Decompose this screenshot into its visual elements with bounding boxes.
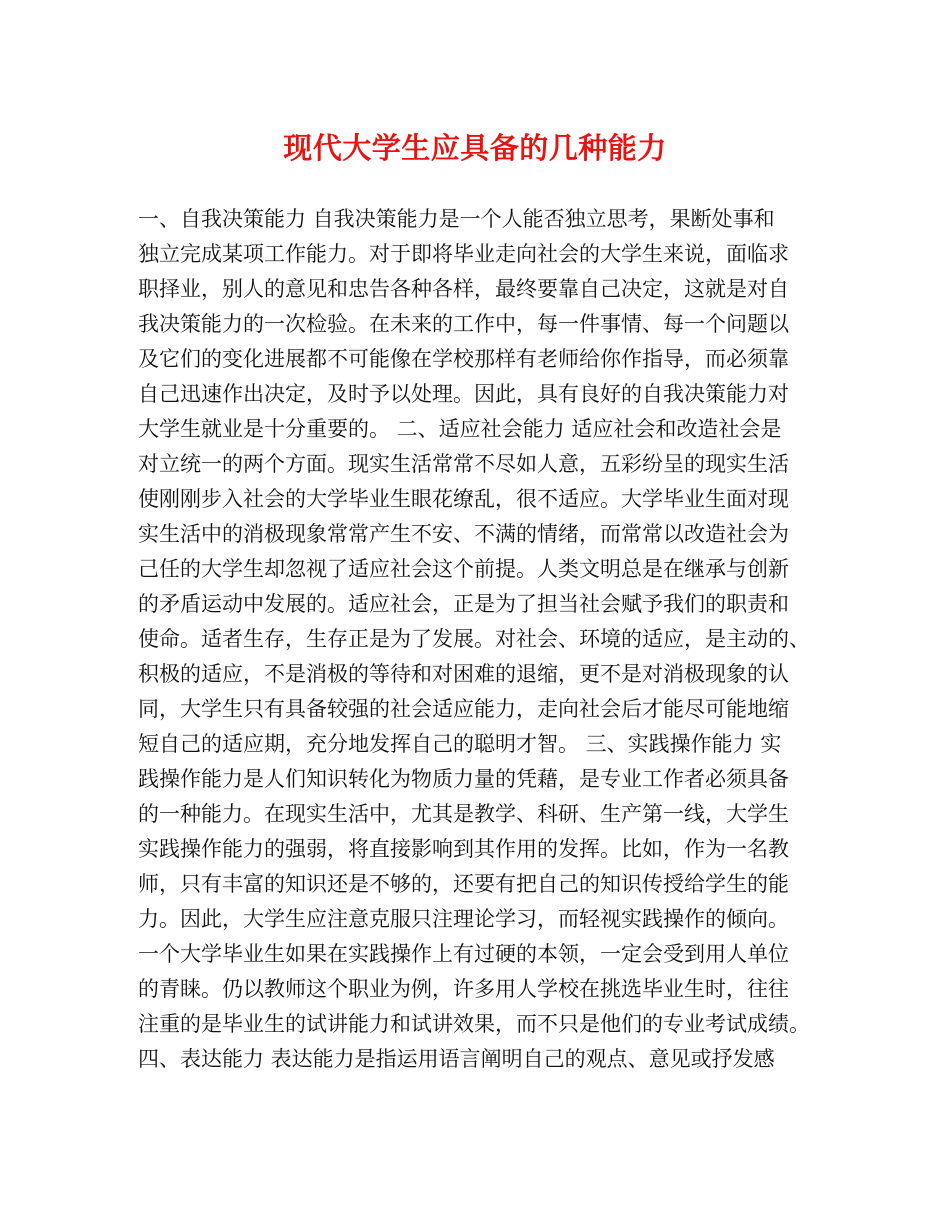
body-line: 及它们的变化进展都不可能像在学校那样有老师给你作指导，而必须靠 bbox=[138, 347, 789, 371]
body-line: 使刚刚步入社会的大学毕业生眼花缭乱，很不适应。大学毕业生面对现 bbox=[138, 487, 789, 511]
body-line: 大学生就业是十分重要的。 二、适应社会能力 适应社会和改造社会是 bbox=[138, 417, 782, 441]
body-line: 己任的大学生却忽视了适应社会这个前提。人类文明总是在继承与创新 bbox=[138, 557, 789, 581]
body-line: 职择业，别人的意见和忠告各种各样，最终要靠自己决定，这就是对自 bbox=[138, 277, 789, 301]
body-line: 自己迅速作出决定，及时予以处理。因此，具有良好的自我决策能力对 bbox=[138, 382, 789, 406]
body-line: 一、自我决策能力 自我决策能力是一个人能否独立思考，果断处事和 bbox=[138, 207, 775, 231]
body-line: 对立统一的两个方面。现实生活常常不尽如人意，五彩纷呈的现实生活 bbox=[138, 452, 789, 476]
body-line: 独立完成某项工作能力。对于即将毕业走向社会的大学生来说，面临求 bbox=[138, 242, 789, 266]
body-line: 的青睐。仍以教师这个职业为例，许多用人学校在挑选毕业生时，往往 bbox=[138, 977, 789, 1001]
body-line: 注重的是毕业生的试讲能力和试讲效果，而不只是他们的专业考试成绩。 bbox=[138, 1012, 810, 1036]
document-title: 现代大学生应具备的几种能力 bbox=[283, 131, 667, 165]
document-body bbox=[138, 202, 828, 1077]
body-line: 使命。适者生存，生存正是为了发展。对社会、环境的适应，是主动的、 bbox=[138, 627, 810, 651]
body-line: 实生活中的消极现象常常产生不安、不满的情绪，而常常以改造社会为 bbox=[138, 522, 789, 546]
body-line: 同，大学生只有具备较强的社会适应能力，走向社会后才能尽可能地缩 bbox=[138, 697, 789, 721]
body-line: 师，只有丰富的知识还是不够的，还要有把自己的知识传授给学生的能 bbox=[138, 872, 789, 896]
body-line: 的矛盾运动中发展的。适应社会，正是为了担当社会赋予我们的职责和 bbox=[138, 592, 789, 616]
body-line: 四、表达能力 表达能力是指运用语言阐明自己的观点、意见或抒发感 bbox=[138, 1047, 775, 1071]
body-line: 力。因此，大学生应注意克服只注理论学习，而轻视实践操作的倾向。 bbox=[138, 907, 789, 931]
body-line: 一个大学毕业生如果在实践操作上有过硬的本领，一定会受到用人单位 bbox=[138, 942, 789, 966]
body-line: 我决策能力的一次检验。在未来的工作中，每一件事情、每一个问题以 bbox=[138, 312, 789, 336]
body-line: 短自己的适应期，充分地发挥自己的聪明才智。 三、实践操作能力 实 bbox=[138, 732, 782, 756]
body-line: 践操作能力是人们知识转化为物质力量的凭藉，是专业工作者必须具备 bbox=[138, 767, 789, 791]
body-line: 积极的适应，不是消极的等待和对困难的退缩，更不是对消极现象的认 bbox=[138, 662, 789, 686]
body-line: 实践操作能力的强弱，将直接影响到其作用的发挥。比如，作为一名教 bbox=[138, 837, 789, 861]
body-line: 的一种能力。在现实生活中，尤其是教学、科研、生产第一线，大学生 bbox=[138, 802, 789, 826]
